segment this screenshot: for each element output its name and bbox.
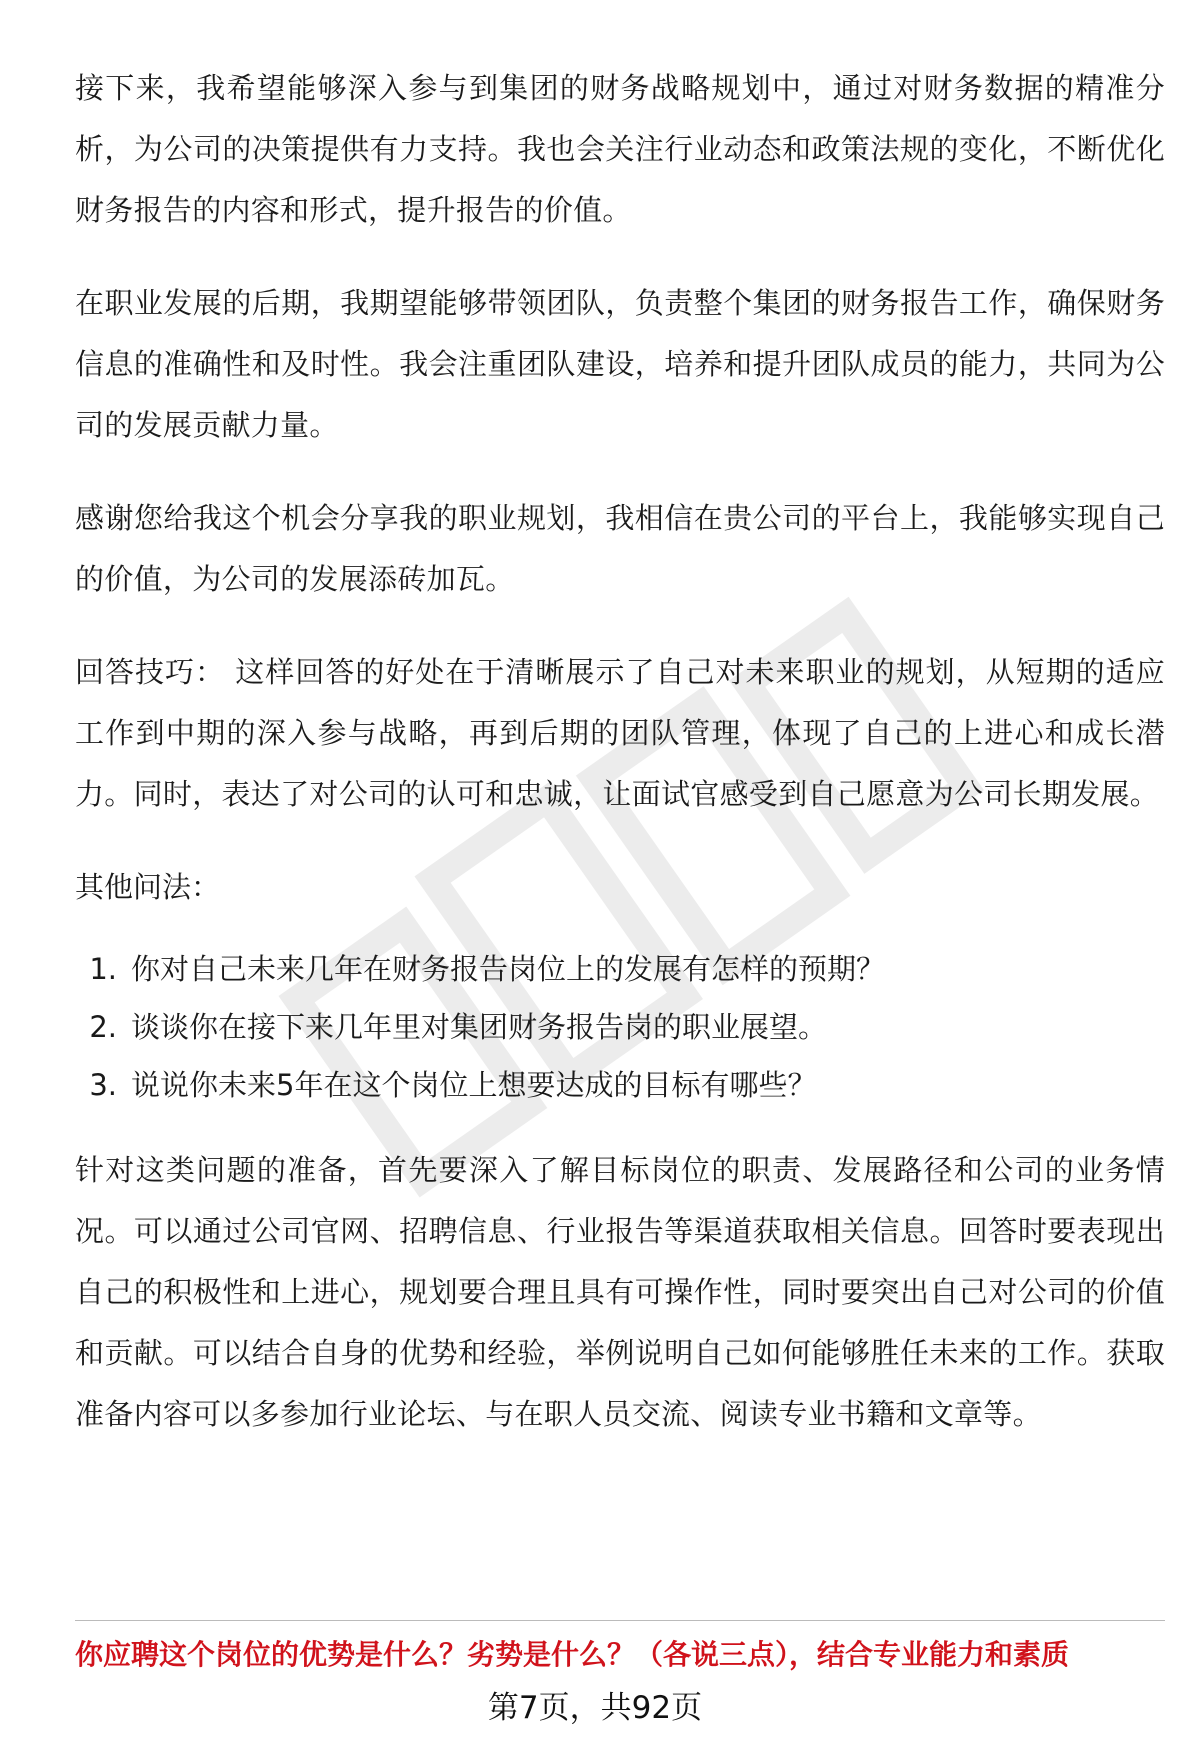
main-content [75,58,1165,1477]
list-item [75,998,1165,1056]
section-divider [75,1620,1165,1621]
list-item [75,940,1165,998]
paragraph-preparation: 针对这类问题的准备，首先要深入了解目标岗位的职责、发展路径和公司的业务情况。可以通过公司官网、招聘信息、行业报告等渠道获取相关信息。回答时要表现出自己的积极性和上进心，规划要合理且具有可操作性，同时要突出自己对公司的价值和贡献。可以结合自身的优势和经验，举例说明自己如何能够胜任未来的工作。获取准备内容可以多参加行业论坛、与在职人员交流、阅读专业书籍和文章等。 [75,1153,1165,1431]
list-item-text: 说说你未来5年在这个岗位上想要达成的目标有哪些？ [131,1068,817,1102]
list-item-text: 你对自己未来几年在财务报告岗位上的发展有怎样的预期？ [131,952,886,986]
next-question-heading: 你应聘这个岗位的优势是什么？劣势是什么？（各说三点），结合专业能力和素质 [75,1638,1070,1671]
paragraph-team-leadership: 在职业发展的后期，我期望能够带领团队，负责整个集团的财务报告工作，确保财务信息的准确性和及时性。我会注重团队建设，培养和提升团队成员的能力，共同为公司的发展贡献力量。 [75,286,1165,442]
other-questions-label: 其他问法： [75,870,221,904]
page-number: 第7页，共92页 [487,1690,703,1726]
paragraph-answer-tips: 回答技巧： 这样回答的好处在于清晰展示了自己对未来职业的规划，从短期的适应工作到中期的深入参与战略，再到后期的团队管理，体现了自己的上进心和成长潜力。同时，表达了对公司的认可和忠诚，让面试官感受到自己愿意为公司长期发展。 [75,655,1165,811]
paragraph-strategy: 接下来，我希望能够深入参与到集团的财务战略规划中，通过对财务数据的精准分析，为公司的决策提供有力支持。我也会关注行业动态和政策法规的变化，不断优化财务报告的内容和形式，提升报告的价值。 [75,71,1165,227]
list-item [75,1056,1165,1114]
other-questions-list [75,940,1165,1114]
list-item-text: 谈谈你在接下来几年里对集团财务报告岗的职业展望。 [131,1010,828,1044]
paragraph-thanks: 感谢您给我这个机会分享我的职业规划，我相信在贵公司的平台上，我能够实现自己的价值，为公司的发展添砖加瓦。 [75,501,1165,596]
list-item-number: 1. [89,952,117,986]
list-item-number: 3. [89,1068,117,1102]
list-item-number: 2. [89,1010,117,1044]
